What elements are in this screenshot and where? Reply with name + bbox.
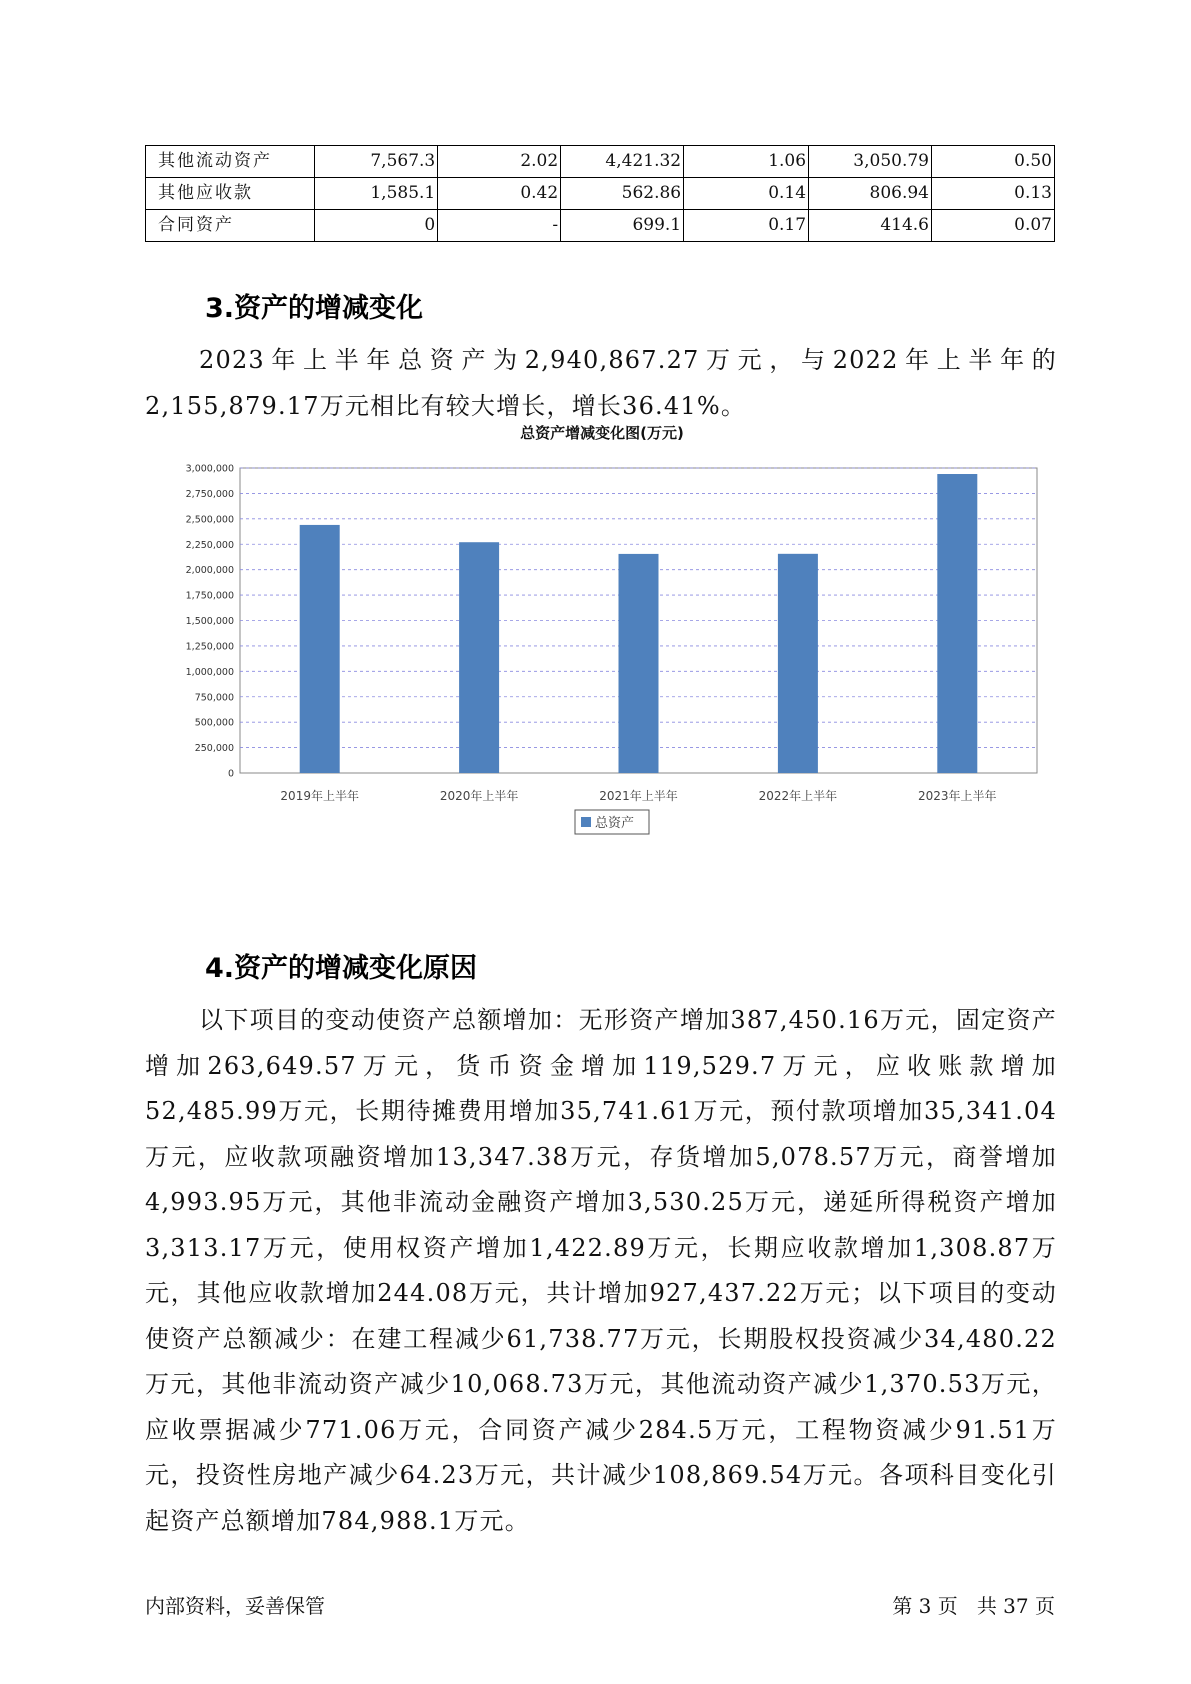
chart-title: 总资产增减变化图(万元): [520, 424, 684, 442]
bar: [619, 554, 659, 773]
y-tick-label: 3,000,000: [185, 463, 234, 475]
section-3-heading: 3.资产的增减变化: [205, 293, 424, 324]
bar: [300, 525, 340, 773]
section-4-paragraph: 以下项目的变动使资产总额增加：无形资产增加387,450.16万元，固定资产增加263,649.57万元，货币资金增加119,529.7万元，应收账款增加52,485.99万元，长期待摊费用增加35,741.61万元，预付款项增加35,341.04万元，应收款项融资增加13,347.38万元，存货增加5,078.57万元，商誉增加4,993.95万元，其他非流动金融资产增加3,530.25万元，递延所得税资产增加3,313.17万元，使用权资产增加1,422.89万元，长期应收款增加1,308.87万元，其他应收款增加244.08万元，共计增加927,437.22万元；以下项目的变动使资产总额减少：在建工程减少61,738.77万元，长期股权投资减少34,480.22万元，其他非流动资产减少10,068.73万元，其他流动资产减少1,370.53万元，应收票据减少771.06万元，合同资产减少284.5万元，工程物资减少91.51万元，投资性房地产减少64.23万元，共计减少108,869.54万元。各项科目变化引起资产总额增加784,988.1万元。: [145, 1006, 1057, 1535]
footer-left: 内部资料，妥善保管: [145, 1594, 325, 1618]
y-tick-label: 2,000,000: [185, 565, 234, 577]
y-tick-label: 2,500,000: [185, 514, 234, 526]
table-cell: 0.13: [932, 178, 1055, 210]
table-cell: 414.6: [809, 210, 932, 242]
table-cell: 7,567.3: [315, 146, 438, 178]
row-label: 其他流动资产: [146, 146, 315, 178]
table-row: [146, 178, 1055, 210]
table-cell: 1.06: [684, 146, 809, 178]
y-tick-label: 500,000: [194, 717, 234, 729]
y-tick-label: 1,000,000: [185, 666, 234, 678]
y-tick-label: 1,250,000: [185, 641, 234, 653]
table-row: [146, 210, 1055, 242]
y-tick-label: 750,000: [194, 692, 234, 704]
table-cell: 0.50: [932, 146, 1055, 178]
y-tick-label: 2,250,000: [185, 539, 234, 551]
table-cell: 0.07: [932, 210, 1055, 242]
total-assets-chart: [145, 424, 1057, 910]
bar: [937, 474, 977, 773]
table-cell: 2.02: [438, 146, 561, 178]
table-cell: 0: [315, 210, 438, 242]
footer-page-number: 第 3 页 共 37 页: [892, 1594, 1055, 1618]
row-label: 合同资产: [146, 210, 315, 242]
x-tick-label: 2020年上半年: [439, 789, 519, 803]
table-cell: 1,585.1: [315, 178, 438, 210]
y-tick-label: 2,750,000: [185, 488, 234, 500]
table-cell: 562.86: [561, 178, 684, 210]
table-cell: -: [438, 210, 561, 242]
row-label: 其他应收款: [146, 178, 315, 210]
y-tick-label: 1,750,000: [185, 590, 234, 602]
table-cell: 806.94: [809, 178, 932, 210]
x-tick-label: 2023年上半年: [918, 789, 997, 803]
legend-label: 总资产: [595, 816, 635, 831]
table-row: [146, 146, 1055, 178]
section-4-heading: 4.资产的增减变化原因: [205, 953, 478, 984]
y-tick-label: 250,000: [194, 743, 234, 755]
x-tick-label: 2021年上半年: [599, 789, 678, 803]
legend-swatch: [581, 817, 591, 827]
y-tick-label: 1,500,000: [185, 616, 234, 627]
financial-table: [145, 145, 1055, 242]
table-cell: 3,050.79: [809, 146, 932, 178]
table-cell: 4,421.32: [561, 146, 684, 178]
x-tick-label: 2022年上半年: [758, 789, 838, 803]
table-cell: 699.1: [561, 210, 684, 242]
table-cell: 0.42: [438, 178, 561, 210]
x-tick-label: 2019年上半年: [280, 789, 359, 803]
table-cell: 0.14: [684, 178, 809, 210]
y-tick-label: 0: [227, 768, 234, 780]
bar: [778, 554, 818, 773]
bar: [459, 542, 499, 773]
table-cell: 0.17: [684, 210, 809, 242]
section-3-paragraph: 2023年上半年总资产为2,940,867.27万元，与2022年上半年的2,155,879.17万元相比有较大增长，增长36.41%。: [145, 346, 1057, 420]
